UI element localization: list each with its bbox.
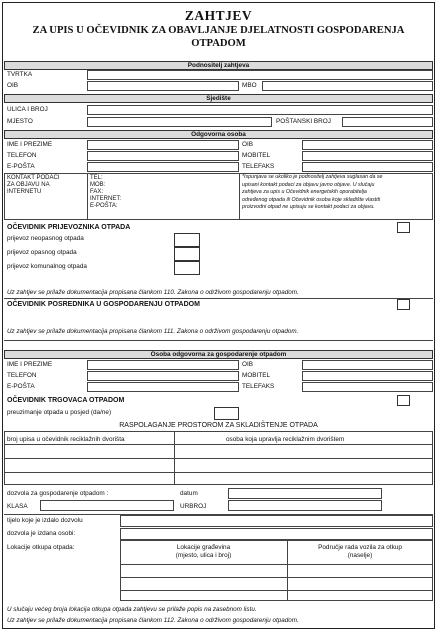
- place-field[interactable]: [87, 117, 272, 127]
- oib2-field[interactable]: [302, 140, 433, 150]
- divider: [4, 298, 433, 299]
- label-street: ULICA I BROJ: [7, 106, 48, 113]
- broker-note: Uz zahtjev se prilaže dokumentacija propisana člankom 111. Zakona o održivom gospodarenju otpadom.: [7, 328, 299, 335]
- label-fax: TELEFAKS: [242, 163, 275, 170]
- trader-header: OČEVIDNIK TRGOVACA OTPADOM: [7, 397, 125, 404]
- divider: [4, 340, 433, 341]
- section-header-waste-responsible: Osoba odgovorna za gospodarenje otpadom: [4, 350, 433, 359]
- col-managing-person: osoba koja upravlja reciklažnim dvorištem: [226, 436, 345, 443]
- label-phone-b: TELEFON: [7, 372, 37, 379]
- trader-checkbox[interactable]: [397, 395, 410, 406]
- label-takeover: preuzimanje otpada u posjed (da/ne): [7, 409, 112, 416]
- label-holder: dozvola je izdana osobi:: [7, 530, 76, 537]
- date-field[interactable]: [228, 488, 382, 499]
- broker-checkbox[interactable]: [397, 299, 410, 310]
- label-nonhazardous: prijevoz neopasnog otpada: [7, 235, 84, 242]
- issuer-field[interactable]: [120, 515, 433, 527]
- label-locations: Lokacije otkupa otpada:: [7, 544, 75, 551]
- carrier-header: OČEVIDNIK PRIJEVOZNIKA OTPADA: [7, 224, 131, 231]
- phone-field-b[interactable]: [87, 371, 239, 381]
- oib-field-b[interactable]: [302, 360, 433, 370]
- mobile-field-b[interactable]: [302, 371, 433, 381]
- carrier-checkbox[interactable]: [397, 222, 410, 233]
- label-issuer: tijelo koje je izdalo dozvolu: [7, 517, 83, 524]
- divider: [120, 564, 433, 565]
- divider: [4, 458, 433, 459]
- label-oib-b: OIB: [242, 361, 254, 368]
- label-mbo: MBO: [242, 82, 257, 89]
- label-date: datum: [180, 490, 198, 497]
- nonhazardous-checkbox[interactable]: [174, 233, 200, 247]
- label-place: MJESTO: [7, 118, 33, 125]
- col-vehicle-area: Područje rada vozila za otkup (naselje): [318, 544, 402, 559]
- mobile-field[interactable]: [302, 151, 433, 161]
- fax-field[interactable]: [302, 162, 433, 172]
- label-mobile: MOBITEL: [242, 152, 271, 159]
- email-field[interactable]: [87, 162, 239, 172]
- footer-note-1: U slučaju većeg broja lokacija otkupa otpada zahtjevu se prilaže popis na zasebnom listu.: [7, 606, 257, 613]
- label-fax-b: TELEFAKS: [242, 383, 275, 390]
- email-field-b[interactable]: [87, 382, 239, 392]
- col-building-locations: Lokacije građevina (mjesto, ulica i broj): [175, 544, 232, 559]
- storage-heading: RASPOLAGANJE PROSTOROM ZA SKLADIŠTENJE OTPADA: [119, 422, 318, 429]
- divider: [120, 590, 433, 591]
- broker-header: OČEVIDNIK POSREDNIKA U GOSPODARENJU OTPADOM: [7, 301, 200, 308]
- label-email-b: E-POŠTA: [7, 383, 35, 390]
- publication-note: *Ispunjava se ukoliko je podnositelj zahtjeva suglasan da se upisani kontakt podaci za objavu javno objave. U slučaju zahtjeva za upis u Očevidnik energetskih oporabitelja određenog otpada ili Očevidnik osoba koje skladište vlastiti proizvodni otpad ne upisuju se kontakt podaci za objavu.: [242, 174, 383, 211]
- divider: [4, 472, 433, 473]
- form-subtitle: ZA UPIS U OČEVIDNIK ZA OBAVLJANJE DJELATNOSTI GOSPODARENJA OTPADOM: [32, 25, 405, 49]
- label-oib2: OIB: [242, 141, 254, 148]
- label-hazardous: prijevoz opasnog otpada: [7, 249, 77, 256]
- takeover-field[interactable]: [214, 407, 239, 420]
- class-field[interactable]: [40, 500, 174, 511]
- urbroj-field[interactable]: [228, 500, 382, 511]
- label-name: IME I PREZIME: [7, 141, 53, 148]
- hazardous-checkbox[interactable]: [174, 247, 200, 261]
- street-field[interactable]: [87, 105, 433, 115]
- section-header-applicant: Podnositelj zahtjeva: [4, 61, 433, 70]
- label-company: TVRTKA: [7, 71, 33, 78]
- divider: [4, 444, 433, 445]
- oib-field[interactable]: [87, 81, 239, 91]
- label-permit: dozvola za gospodarenje otpadom :: [7, 490, 109, 497]
- carrier-note: Uz zahtjev se prilaže dokumentacija propisana člankom 110. Zakona o održivom gospodarenju otpadom.: [7, 289, 299, 296]
- divider: [120, 577, 433, 578]
- phone-field[interactable]: [87, 151, 239, 161]
- label-municipal: prijevoz komunalnog otpada: [7, 263, 87, 270]
- name-field[interactable]: [87, 140, 239, 150]
- label-oib: OIB: [7, 82, 19, 89]
- name-field-b[interactable]: [87, 360, 239, 370]
- mbo-field[interactable]: [262, 81, 433, 91]
- col-register-number: broj upisa u očevidnik reciklažnih dvorišta: [7, 436, 125, 443]
- divider: [87, 173, 88, 220]
- label-class: KLASA: [7, 503, 28, 510]
- municipal-checkbox[interactable]: [174, 261, 200, 275]
- label-urbroj: URBROJ: [180, 503, 207, 510]
- label-contact-publication: KONTAKT PODACI ZA OBJAVU NA INTERNETU: [7, 175, 60, 195]
- fax-field-b[interactable]: [302, 382, 433, 392]
- section-header-seat: Sjedište: [4, 94, 433, 103]
- label-phone: TELEFON: [7, 152, 37, 159]
- company-field[interactable]: [87, 70, 433, 80]
- footer-note-2: Uz zahtjev se prilaže dokumentacija propisana člankom 112. Zakona o održivom gospodarenju otpadom.: [7, 617, 299, 624]
- label-email: E-POŠTA: [7, 163, 35, 170]
- postal-field[interactable]: [342, 117, 433, 127]
- holder-field[interactable]: [120, 528, 433, 540]
- divider: [239, 173, 240, 220]
- form-title: ZAHTJEV: [184, 8, 253, 23]
- label-mobile-b: MOBITEL: [242, 372, 271, 379]
- label-postal: POŠTANSKI BROJ: [276, 118, 331, 125]
- label-name-b: IME I PREZIME: [7, 361, 53, 368]
- contact-fields[interactable]: TEL: MOB: FAX: INTERNET: E-POŠTA:: [90, 175, 122, 209]
- section-header-responsible: Odgovorna osoba: [4, 130, 433, 139]
